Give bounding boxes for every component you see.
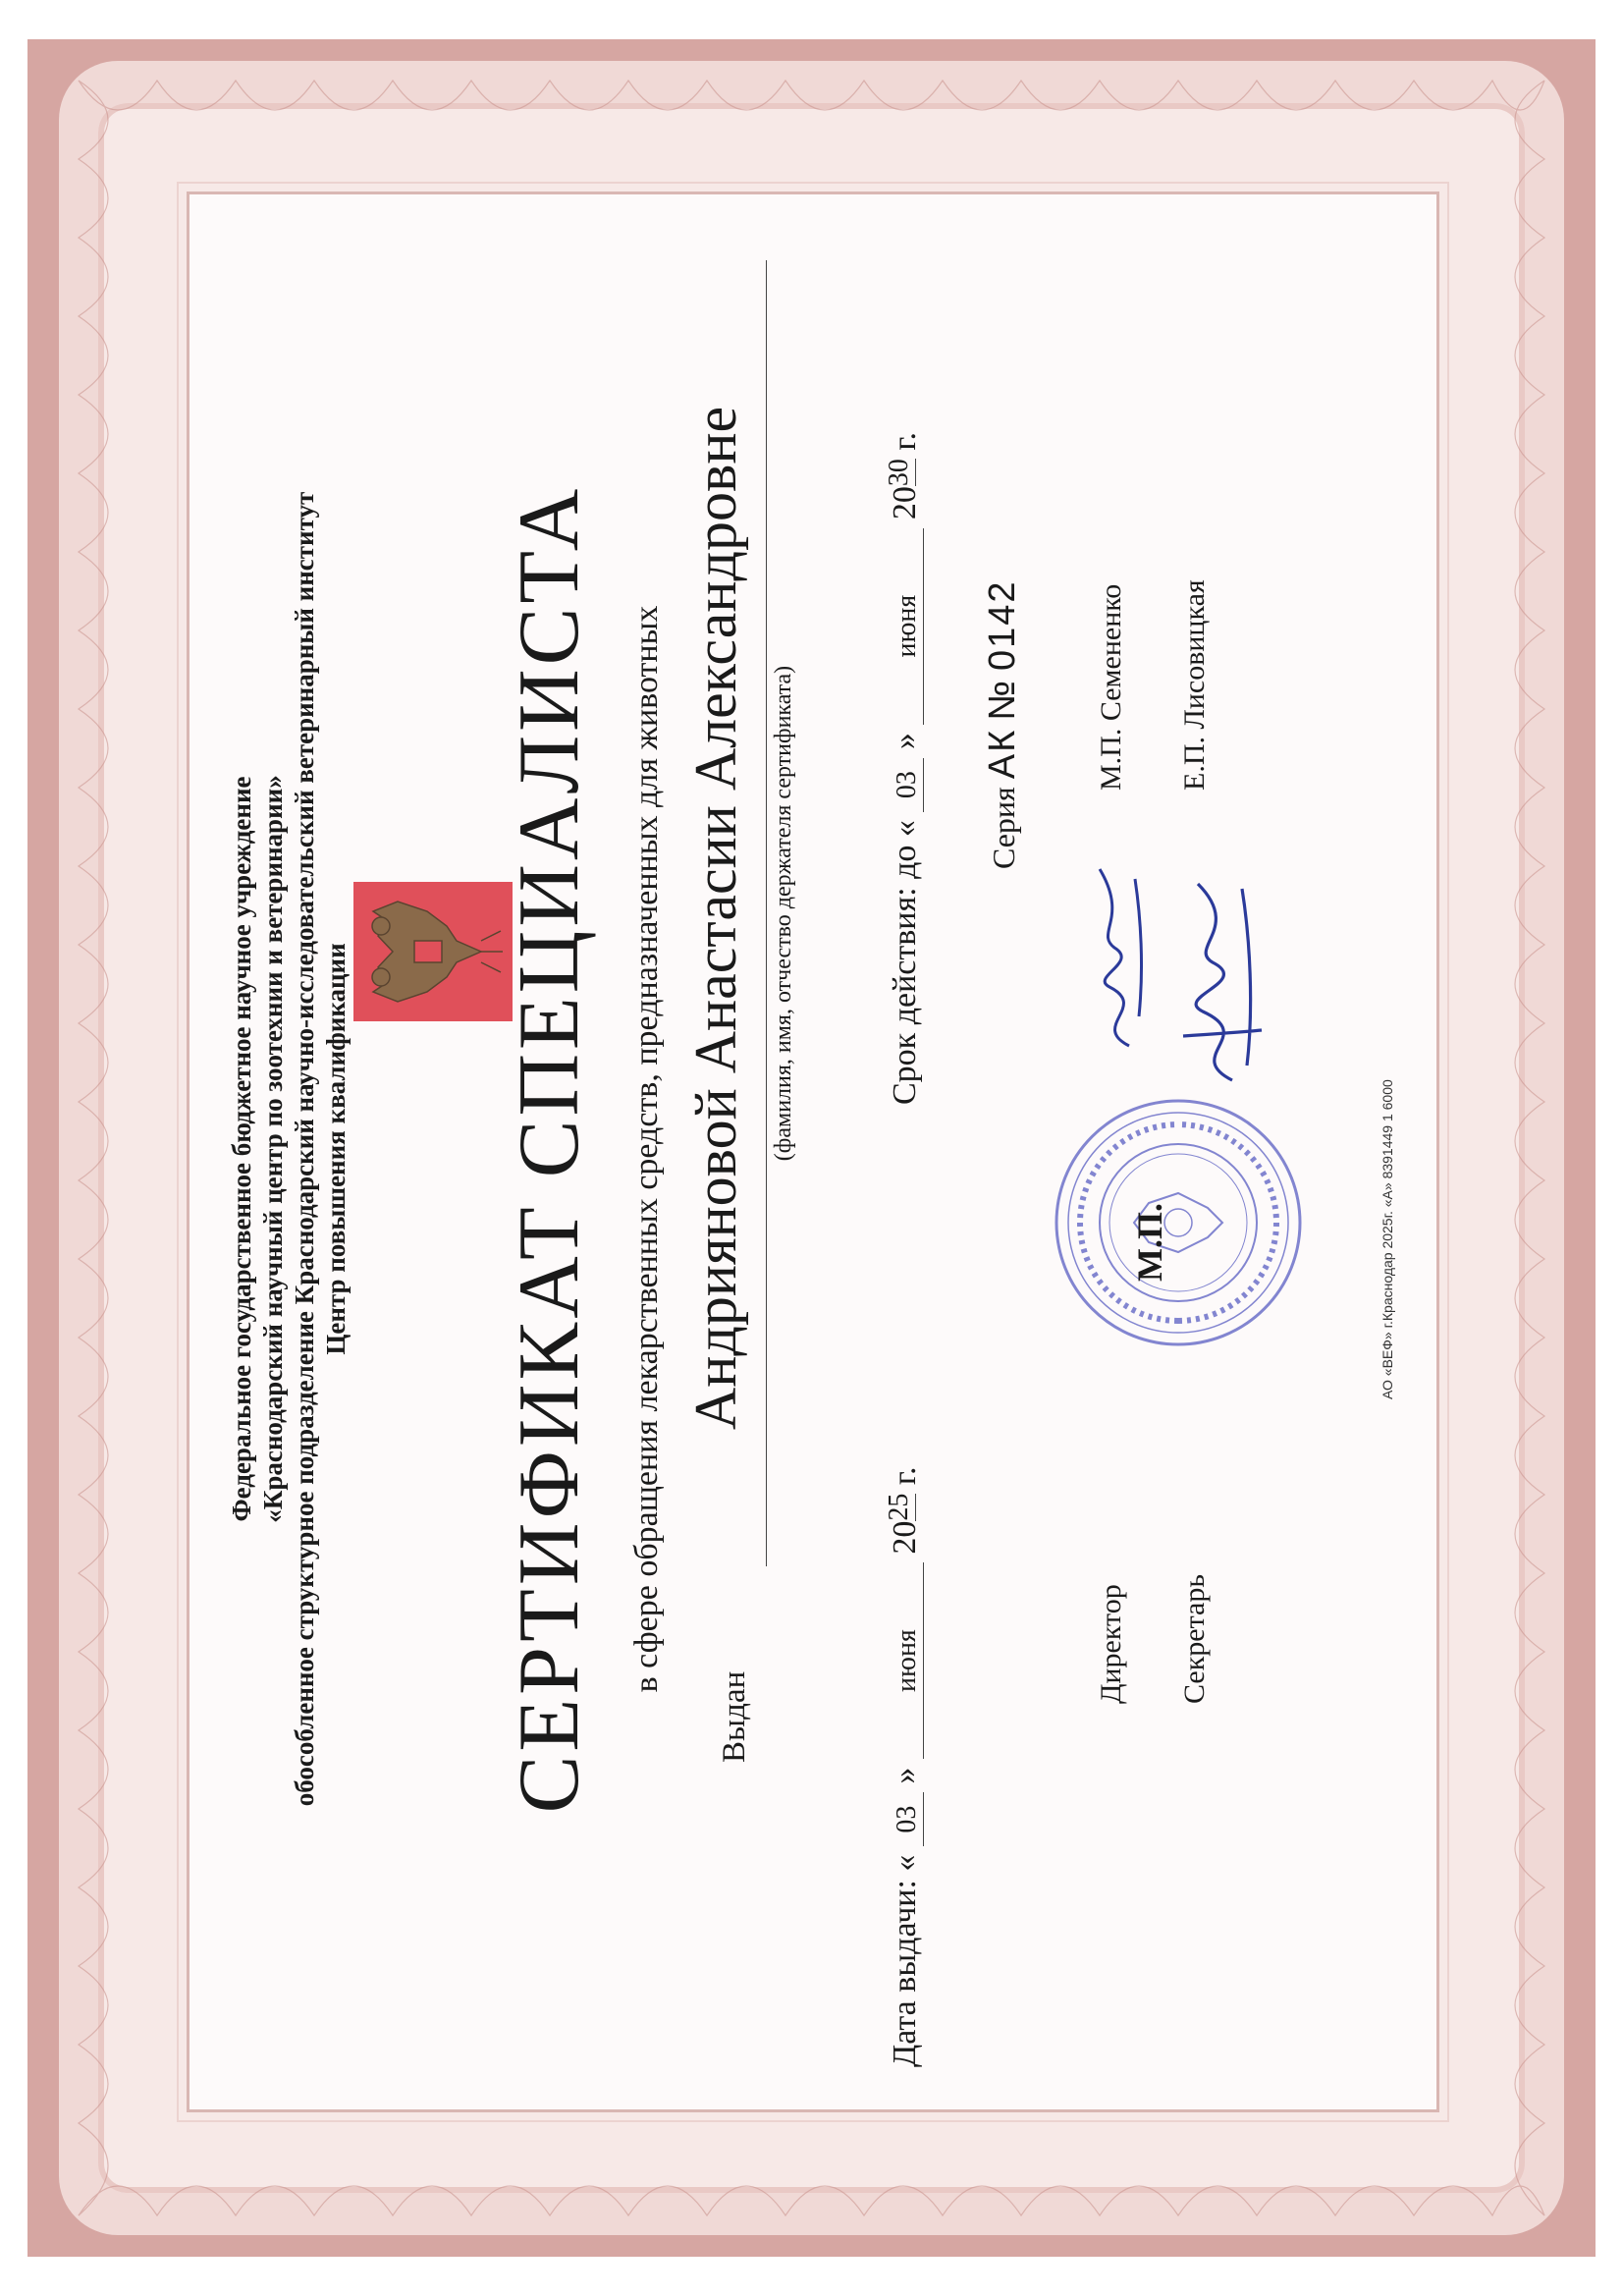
series-code: АК	[982, 728, 1023, 780]
certificate-title: СЕРТИФИКАТ СПЕЦИАЛИСТА	[502, 484, 597, 1814]
secretary-signature	[1163, 869, 1271, 1095]
certificate-content	[206, 211, 1414, 2087]
issue-date-day: 03	[892, 1792, 924, 1846]
holder-caption: (фамилия, имя, отчество держателя сертификата)	[771, 665, 796, 1162]
validity-open-quote: «	[887, 820, 923, 838]
number-sign: №	[982, 678, 1023, 721]
institution-header	[226, 211, 352, 2087]
issue-date-century: 20	[887, 1520, 923, 1555]
series-label: Серия	[986, 787, 1021, 869]
issued-to-label: Выдан	[717, 1670, 752, 1763]
validity-close-quote: »	[887, 733, 923, 750]
printer-imprint: АО «ВЕФ» г.Краснодар 2025г. «А» 8391449 1 6000	[1380, 1079, 1395, 1399]
validity-year: 30	[884, 459, 914, 487]
validity-day: 03	[892, 758, 924, 812]
secretary-role: Секретарь	[1178, 1573, 1211, 1704]
holder-name: Андрияновой Анастасии Александровне	[683, 406, 748, 1431]
coat-of-arms-emblem	[353, 882, 513, 1021]
validity-label: Срок действия: до	[887, 845, 923, 1105]
holder-underline	[766, 260, 767, 1566]
issue-date-label: Дата выдачи:	[887, 1880, 923, 2067]
validity-row	[884, 432, 924, 1105]
stamp-mark-label: М.П.	[1130, 1203, 1169, 1282]
issue-date-row	[884, 1466, 924, 2067]
issue-date-close-quote: »	[887, 1767, 923, 1784]
institution-line-4: Центр повышения квалификации	[321, 943, 351, 1355]
certificate-subtitle: в сфере обращения лекарственных средств, предназначенных для животных	[628, 605, 665, 1693]
validity-month: июня	[892, 528, 924, 725]
series-number	[982, 579, 1024, 869]
certificate-number: 0142	[982, 579, 1023, 671]
official-seal-stamp	[1051, 1095, 1306, 1350]
director-signature	[1070, 859, 1159, 1056]
secretary-name: Е.П. Лисовицкая	[1178, 579, 1211, 791]
institution-line-2: «Краснодарский научный центр по зоотехнии и ветеринарии»	[258, 775, 288, 1523]
institution-line-3: обособленное структурное подразделение Краснодарский научно-исследовательский ветеринарный институт	[290, 491, 319, 1807]
double-headed-eagle-icon	[353, 882, 513, 1021]
institution-line-1: Федеральное государственное бюджетное научное учреждение	[227, 776, 256, 1522]
validity-century: 20	[887, 486, 923, 520]
issue-date-month: июня	[892, 1562, 924, 1759]
director-name: М.П. Семененко	[1095, 583, 1127, 791]
validity-suffix: г.	[887, 432, 923, 451]
issue-date-suffix: г.	[887, 1466, 923, 1486]
issue-date-year: 25	[884, 1493, 914, 1521]
issue-date-open-quote: «	[887, 1854, 923, 1872]
director-role: Директор	[1095, 1584, 1127, 1704]
